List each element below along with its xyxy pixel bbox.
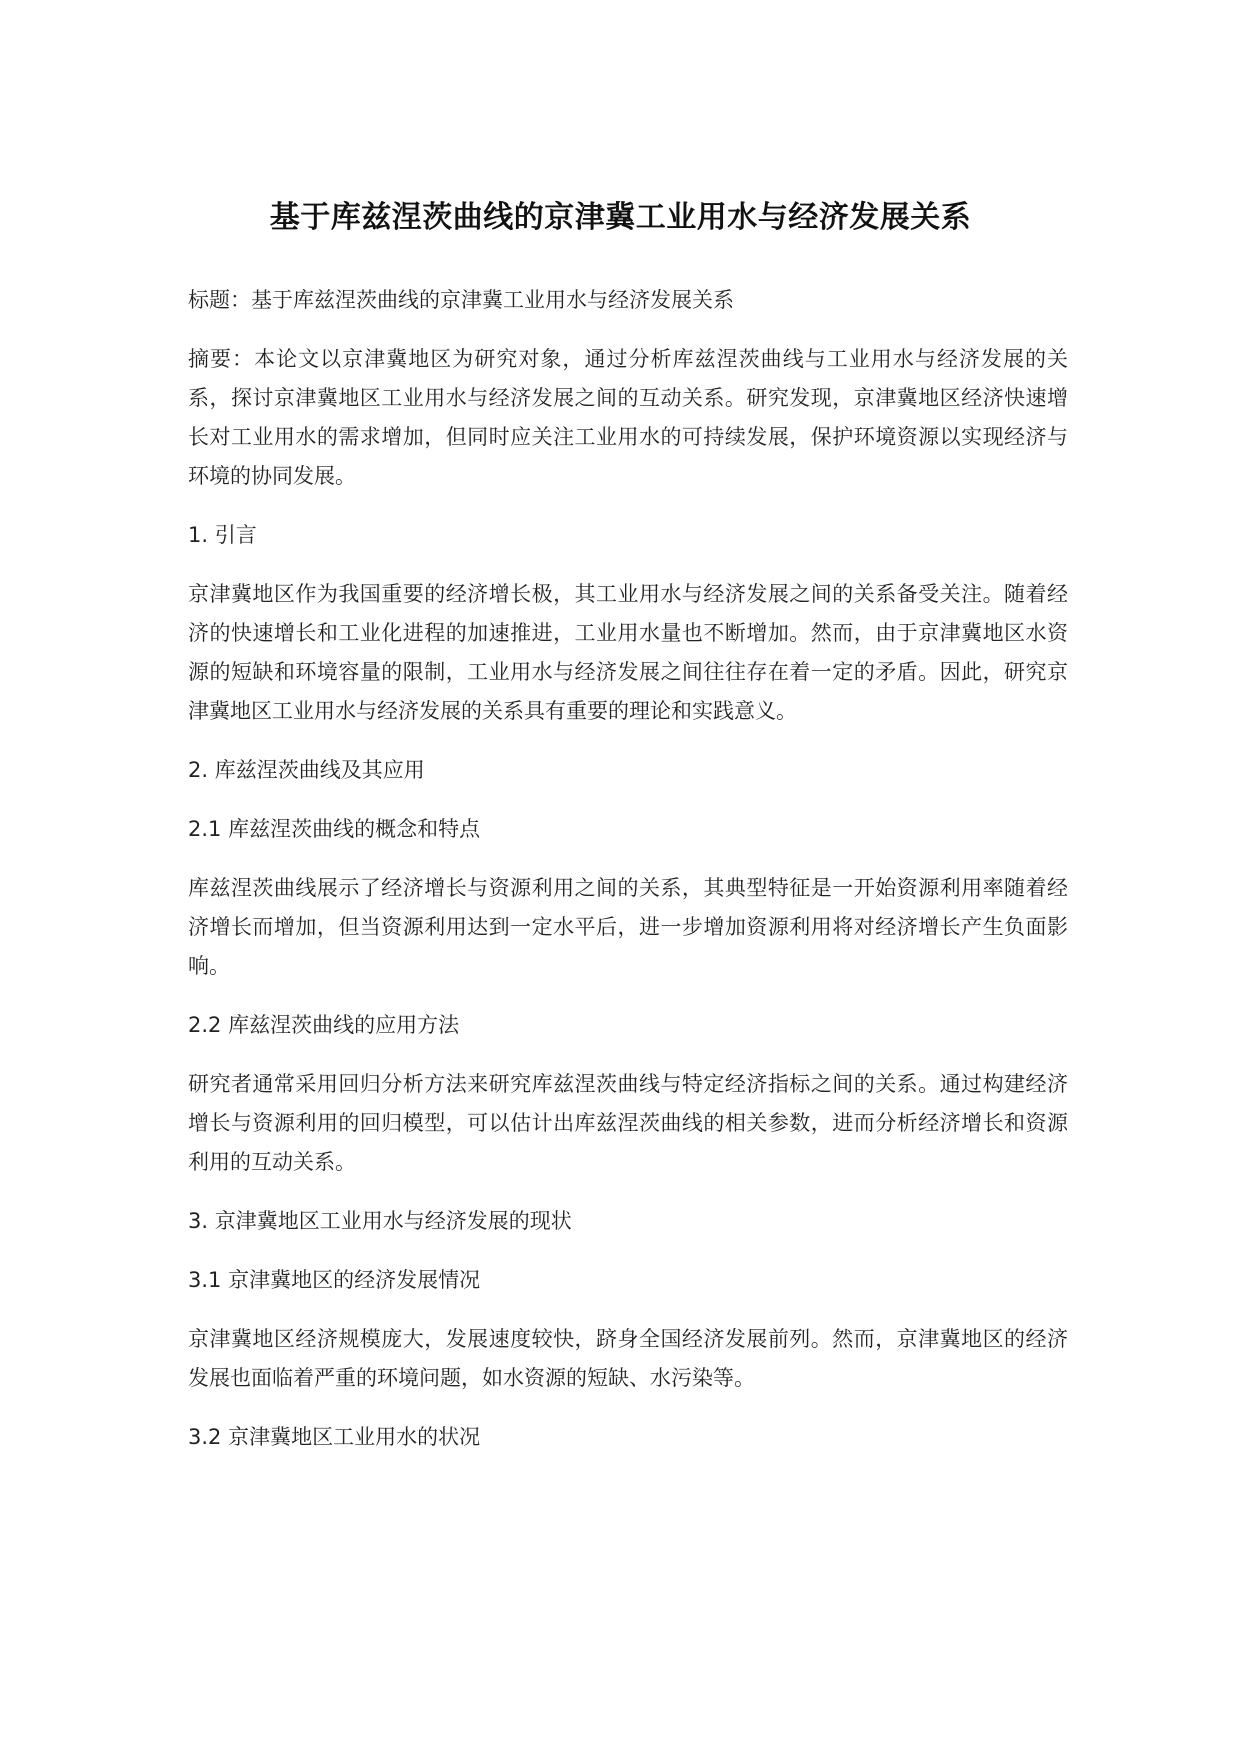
subsection-heading-methods: 2.2 库兹涅茨曲线的应用方法 [188, 1013, 460, 1037]
section-heading-introduction: 1. 引言 [188, 523, 257, 547]
subsection-heading-water-use: 3.2 京津冀地区工业用水的状况 [188, 1425, 481, 1449]
concept-paragraph: 库兹涅茨曲线展示了经济增长与资源利用之间的关系，其典型特征是一开始资源利用率随着经济增长而增加，但当资源利用达到一定水平后，进一步增加资源利用将对经济增长产生负面影响。 [188, 876, 1068, 978]
abstract-paragraph: 摘要：本论文以京津冀地区为研究对象，通过分析库兹涅茨曲线与工业用水与经济发展的关系，探讨京津冀地区工业用水与经济发展之间的互动关系。研究发现，京津冀地区经济快速增长对工业用水的需求增加，但同时应关注工业用水的可持续发展，保护环境资源以实现经济与环境的协同发展。 [188, 347, 1068, 488]
section-heading-status: 3. 京津冀地区工业用水与经济发展的现状 [188, 1209, 572, 1233]
title-line: 标题：基于库兹涅茨曲线的京津冀工业用水与经济发展关系 [188, 288, 734, 312]
subsection-heading-concept: 2.1 库兹涅茨曲线的概念和特点 [188, 817, 481, 841]
document-title: 基于库兹涅茨曲线的京津冀工业用水与经济发展关系 [269, 200, 972, 236]
document-body [188, 281, 1068, 1477]
subsection-heading-economy: 3.1 京津冀地区的经济发展情况 [188, 1268, 481, 1292]
section-heading-kuznets-curve: 2. 库兹涅茨曲线及其应用 [188, 758, 425, 782]
introduction-paragraph: 京津冀地区作为我国重要的经济增长极，其工业用水与经济发展之间的关系备受关注。随着经济的快速增长和工业化进程的加速推进，工业用水量也不断增加。然而，由于京津冀地区水资源的短缺和环境容量的限制，工业用水与经济发展之间往往存在着一定的矛盾。因此，研究京津冀地区工业用水与经济发展的关系具有重要的理论和实践意义。 [188, 582, 1068, 723]
economy-paragraph: 京津冀地区经济规模庞大，发展速度较快，跻身全国经济发展前列。然而，京津冀地区的经济发展也面临着严重的环境问题，如水资源的短缺、水污染等。 [188, 1327, 1068, 1390]
methods-paragraph: 研究者通常采用回归分析方法来研究库兹涅茨曲线与特定经济指标之间的关系。通过构建经济增长与资源利用的回归模型，可以估计出库兹涅茨曲线的相关参数，进而分析经济增长和资源利用的互动关系。 [188, 1072, 1068, 1174]
